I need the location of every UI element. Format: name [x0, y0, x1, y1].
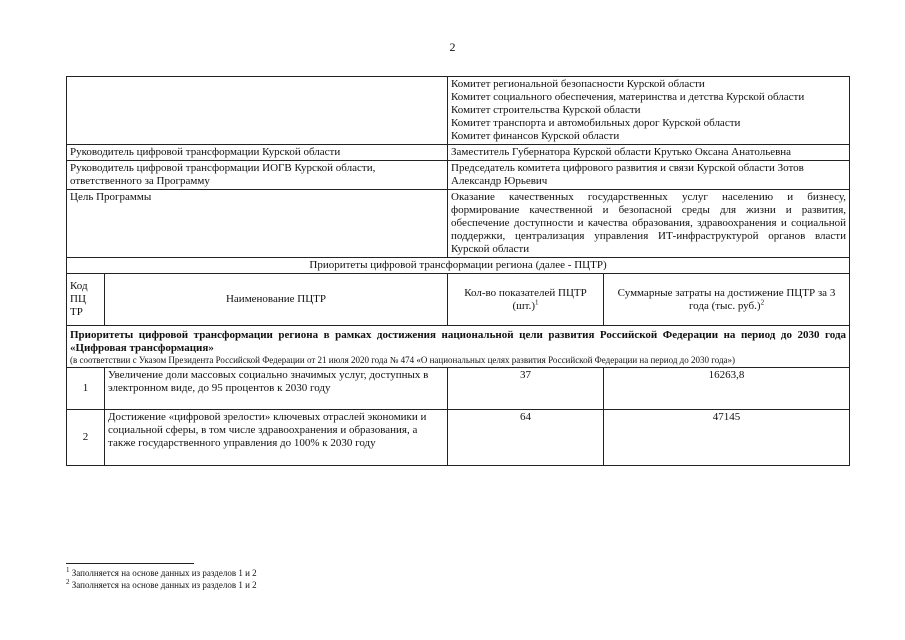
- item-name: Увеличение доли массовых социально значимых услуг, доступных в электронном виде, до 95 процентов к 2030 году: [105, 368, 448, 410]
- page-number: 2: [449, 40, 456, 54]
- goal-label: Цель Программы: [67, 190, 448, 258]
- costs-header-text: Суммарные затраты на достижение ПЦТР за 3 года (тыс. руб.): [617, 286, 836, 312]
- footnote-2: [66, 580, 257, 591]
- footnote-mark: 1: [66, 566, 70, 574]
- committees-list: [448, 77, 850, 145]
- footnote-ref-2: 2: [760, 297, 765, 306]
- priority-block-row: [67, 326, 850, 368]
- item-indicators: 37: [448, 368, 604, 410]
- head-label: Руководитель цифровой трансформации Курской области: [67, 145, 448, 161]
- item-code: 2: [67, 410, 105, 466]
- priority-block-title: Приоритеты цифровой трансформации региона в рамках достижения национальной цели развития Российской Федерации на период до 2030 года «Цифровая трансформация»: [70, 329, 847, 354]
- item-code: 1: [67, 368, 105, 410]
- iogv-value: Председатель комитета цифрового развития и связи Курской области Зотов Александр Юрьевич: [448, 161, 850, 190]
- priority-block: [67, 326, 850, 368]
- committees-row: [67, 77, 850, 145]
- footnote-1: [66, 568, 257, 579]
- head-row: [67, 145, 850, 161]
- indicators-header-text: Кол-во показателей ПЦТР (шт.): [464, 286, 587, 312]
- footnote-divider: [66, 563, 194, 564]
- committee-item: Комитет транспорта и автомобильных дорог Курской области: [451, 117, 741, 129]
- priority-block-note: (в соответствии с Указом Президента Российской Федерации от 21 июля 2020 года № 474 «О национальных целях развития Российской Федерации на период до 2030 года»): [70, 355, 736, 365]
- item-indicators: 64: [448, 410, 604, 466]
- item-costs: 16263,8: [604, 368, 850, 410]
- footnote-text: Заполняется на основе данных из разделов 1 и 2: [71, 568, 257, 578]
- goal-row: [67, 190, 850, 258]
- footnote-mark: 2: [66, 578, 70, 586]
- iogv-label: Руководитель цифровой трансформации ИОГВ Курской области, ответственного за Программу: [67, 161, 448, 190]
- section-title-row: [67, 258, 850, 274]
- column-header-name: Наименование ПЦТР: [105, 274, 448, 326]
- program-passport-table: [66, 76, 850, 466]
- column-header-indicators: [448, 274, 604, 326]
- committee-item: Комитет региональной безопасности Курской области: [451, 78, 705, 90]
- item-name: Достижение «цифровой зрелости» ключевых отраслей экономики и социальной сферы, в том числе здравоохранения и образования, а также государственного управления до 100% к 2030 году: [105, 410, 448, 466]
- column-header-code: Код ПЦ ТР: [67, 274, 105, 326]
- footnote-text: Заполняется на основе данных из разделов 1 и 2: [71, 580, 257, 590]
- head-value: Заместитель Губернатора Курской области Крутько Оксана Анатольевна: [448, 145, 850, 161]
- committee-item: Комитет финансов Курской области: [451, 130, 620, 142]
- table-row: [67, 410, 850, 466]
- committees-label-cell: [67, 77, 448, 145]
- committee-item: Комитет социального обеспечения, материнства и детства Курской области: [451, 91, 805, 103]
- section-title: Приоритеты цифровой трансформации региона (далее - ПЦТР): [67, 258, 850, 274]
- footnote-ref-1: 1: [535, 297, 539, 306]
- column-header-row: [67, 274, 850, 326]
- table-row: [67, 368, 850, 410]
- committee-item: Комитет строительства Курской области: [451, 104, 641, 116]
- item-costs: 47145: [604, 410, 850, 466]
- goal-value: Оказание качественных государственных услуг населению и бизнесу, формирование качественной и безопасной среды для жизни и развития, обеспечение доступности и качества образования, здравоохранения и социальной поддержки, централизация управления ИТ-инфраструктурой органов власти Курской области: [448, 190, 850, 258]
- iogv-row: [67, 161, 850, 190]
- column-header-costs: [604, 274, 850, 326]
